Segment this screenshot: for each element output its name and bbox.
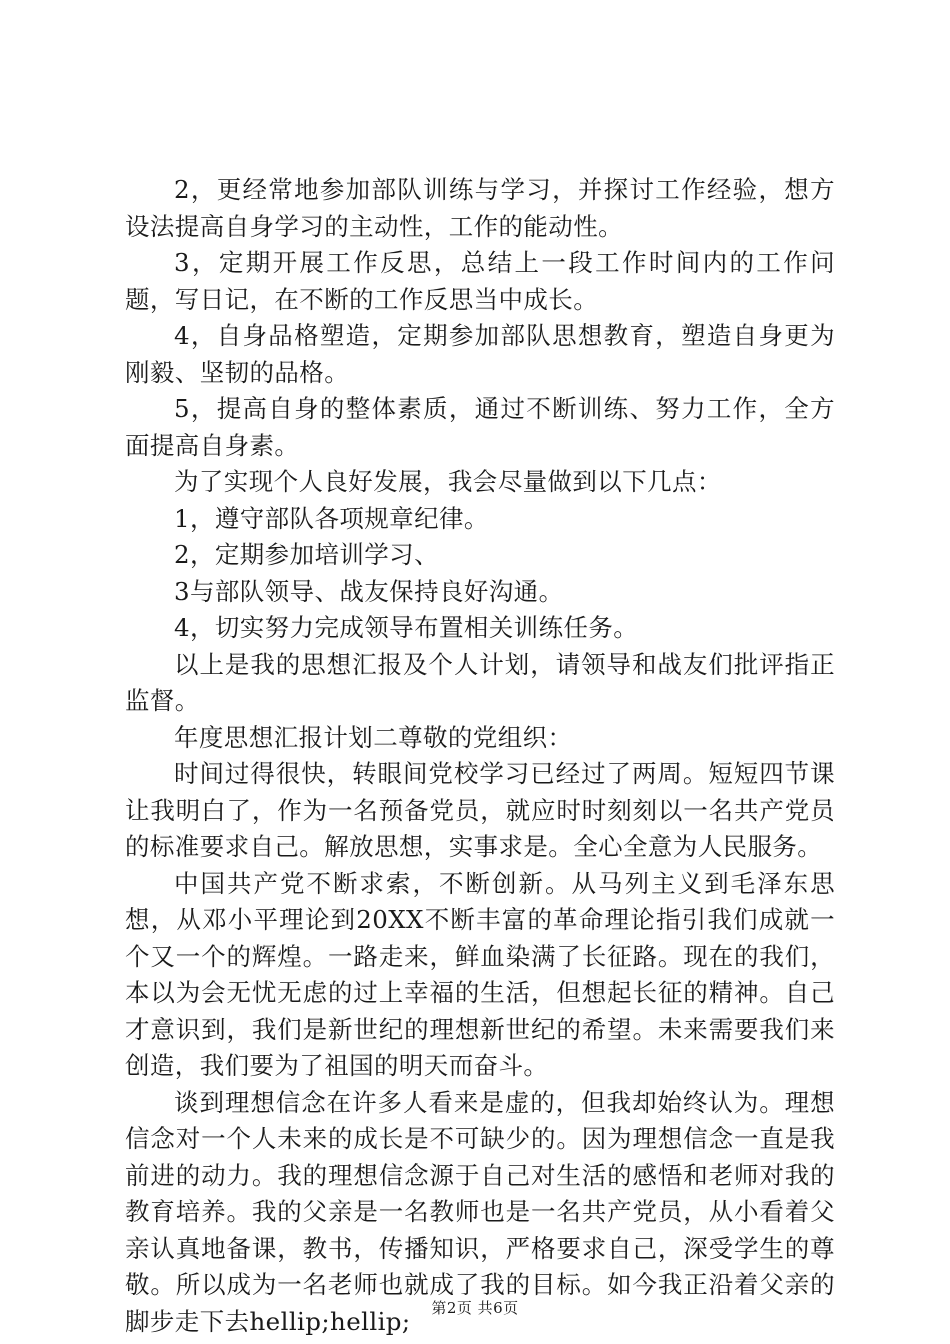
paragraph: 3，定期开展工作反思，总结上一段工作时间内的工作问题，写日记，在不断的工作反思当中成长。 xyxy=(125,248,835,314)
paragraph: 1，遵守部队各项规章纪律。 xyxy=(174,503,489,533)
paragraph: 时间过得很快，转眼间党校学习已经过了两周。短短四节课让我明白了，作为一名预备党员，就应时时刻刻以一名共产党员的标准要求自己。解放思想，实事求是。全心全意为人民服务。 xyxy=(125,759,835,861)
page-footer xyxy=(0,1298,950,1318)
paragraph: 2，定期参加培训学习、 xyxy=(174,540,439,569)
paragraph: 4，切实努力完成领导布置相关训练任务。 xyxy=(174,613,639,642)
paragraph: 为了实现个人良好发展，我会尽量做到以下几点： xyxy=(174,467,722,496)
page-number-label: 第2页 共6页 xyxy=(431,1299,519,1317)
paragraph: 以上是我的思想汇报及个人计划，请领导和战友们批评指正监督。 xyxy=(125,649,835,715)
paragraph: 3与部队领导、战友保持良好沟通。 xyxy=(174,576,564,606)
paragraph: 年度思想汇报计划二尊敬的党组织： xyxy=(174,722,573,752)
paragraph: 谈到理想信念在许多人看来是虚的，但我却始终认为。理想信念对一个人未来的成长是不可缺少的。因为理想信念一直是我前进的动力。我的理想信念源于自己对生活的感悟和老师对我的教育培养。我的父亲是一名教师也是一名共产党员，从小看着父亲认真地备课，教书，传播知识，严格要求自己，深受学生的尊敬。所以成为一名老师也就成了我的目标。如今我正沿着父亲的脚步走下去hellip;hellip; xyxy=(125,1087,835,1336)
paragraph: 中国共产党不断求索，不断创新。从马列主义到毛泽东思想，从邓小平理论到20XX不断丰富的革命理论指引我们成就一个又一个的辉煌。一路走来，鲜血染满了长征路。现在的我们，本以为会无忧无虑的过上幸福的生活，但想起长征的精神。自己才意识到，我们是新世纪的理想新世纪的希望。未来需要我们来创造，我们要为了祖国的明天而奋斗。 xyxy=(125,868,835,1080)
paragraph: 4，自身品格塑造，定期参加部队思想教育，塑造自身更为刚毅、坚韧的品格。 xyxy=(125,321,835,387)
document-body xyxy=(125,172,835,1340)
paragraph: 2，更经常地参加部队训练与学习，并探讨工作经验，想方设法提高自身学习的主动性，工作的能动性。 xyxy=(125,175,835,241)
paragraph: 5，提高自身的整体素质，通过不断训练、努力工作，全方面提高自身素。 xyxy=(125,394,835,460)
